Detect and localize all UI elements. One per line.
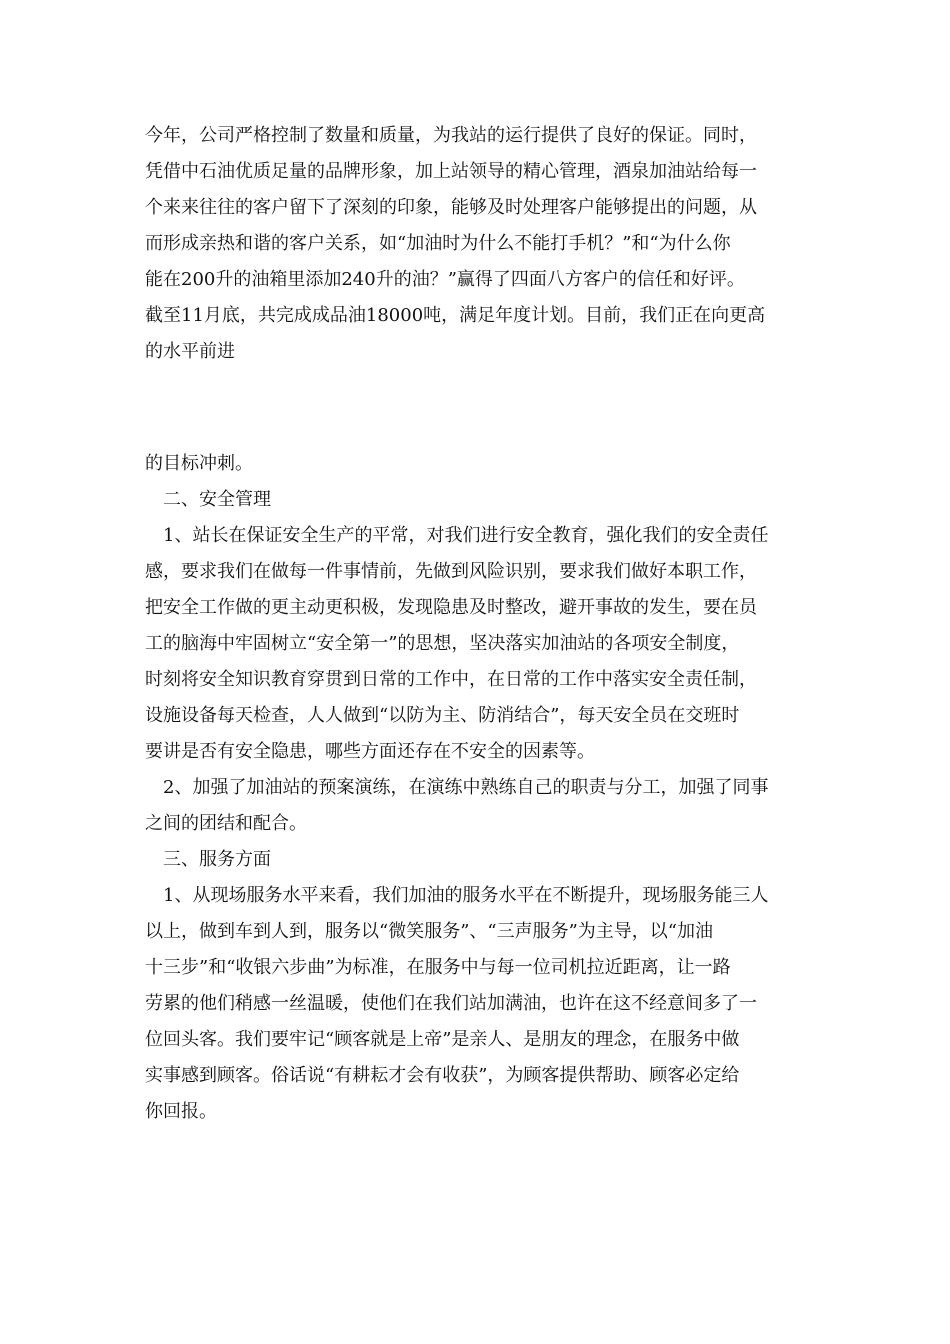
text-line: 把安全工作做的更主动更积极，发现隐患及时整改，避开事故的发生，要在员	[145, 597, 757, 618]
text-line: 截至11月底，共完成成品油18000吨，满足年度计划。目前，我们正在向更高	[145, 305, 766, 326]
text-line: 而形成亲热和谐的客户关系，如“加油时为什么不能打手机？”和“为什么你	[145, 233, 731, 254]
text-line: 感，要求我们在做每一件事情前，先做到风险识别，要求我们做好本职工作，	[145, 561, 757, 582]
text-line: 个来来往往的客户留下了深刻的印象，能够及时处理客户能够提出的问题，从	[145, 197, 757, 218]
text-line: 能在200升的油箱里添加240升的油？”赢得了四面八方客户的信任和好评。	[145, 269, 745, 290]
text-line: 时刻将安全知识教育穿贯到日常的工作中，在日常的工作中落实安全责任制，	[145, 669, 757, 690]
text-line: 以上，做到车到人到，服务以“微笑服务”、“三声服务”为主导，以“加油	[145, 921, 714, 942]
document-body-continued	[145, 446, 815, 1130]
text-line: 2、加强了加油站的预案演练，在演练中熟练自己的职责与分工，加强了同事	[163, 777, 769, 798]
text-line: 的水平前进	[145, 341, 235, 362]
text-line: 工的脑海中牢固树立“安全第一”的思想，坚决落实加油站的各项安全制度，	[145, 633, 740, 654]
text-line: 你回报。	[145, 1101, 217, 1122]
text-line: 劳累的他们稍感一丝温暖，使他们在我们站加满油，也许在这不经意间多了一	[145, 993, 757, 1014]
section-heading-service: 三、服务方面	[163, 849, 271, 870]
service-item-1	[145, 878, 815, 1130]
text-line: 位回头客。我们要牢记“顾客就是上帝”是亲人、是朋友的理念，在服务中做	[145, 1029, 740, 1050]
safety-item-2	[145, 770, 815, 842]
text-line: 凭借中石油优质足量的品牌形象，加上站领导的精心管理，酒泉加油站给每一	[145, 161, 757, 182]
text-line: 设施设备每天检查，人人做到“以防为主、防消结合”，每天安全员在交班时	[145, 705, 740, 726]
text-line: 实事感到顾客。俗话说“有耕耘才会有收获”，为顾客提供帮助、顾客必定给	[145, 1065, 740, 1086]
text-line: 今年，公司严格控制了数量和质量，为我站的运行提供了良好的保证。同时，	[145, 125, 757, 146]
section-heading-safety: 二、安全管理	[163, 489, 271, 510]
continuation-line: 的目标冲刺。	[145, 453, 253, 474]
paragraph-1	[145, 118, 815, 370]
text-line: 十三步”和“收银六步曲”为标准，在服务中与每一位司机拉近距离，让一路	[145, 957, 731, 978]
text-line: 要讲是否有安全隐患，哪些方面还存在不安全的因素等。	[145, 741, 595, 762]
text-line: 1、从现场服务水平来看，我们加油的服务水平在不断提升，现场服务能三人	[163, 885, 769, 906]
safety-item-1	[145, 518, 815, 770]
text-line: 1、站长在保证安全生产的平常，对我们进行安全教育，强化我们的安全责任	[163, 525, 769, 546]
text-line: 之间的团结和配合。	[145, 813, 307, 834]
